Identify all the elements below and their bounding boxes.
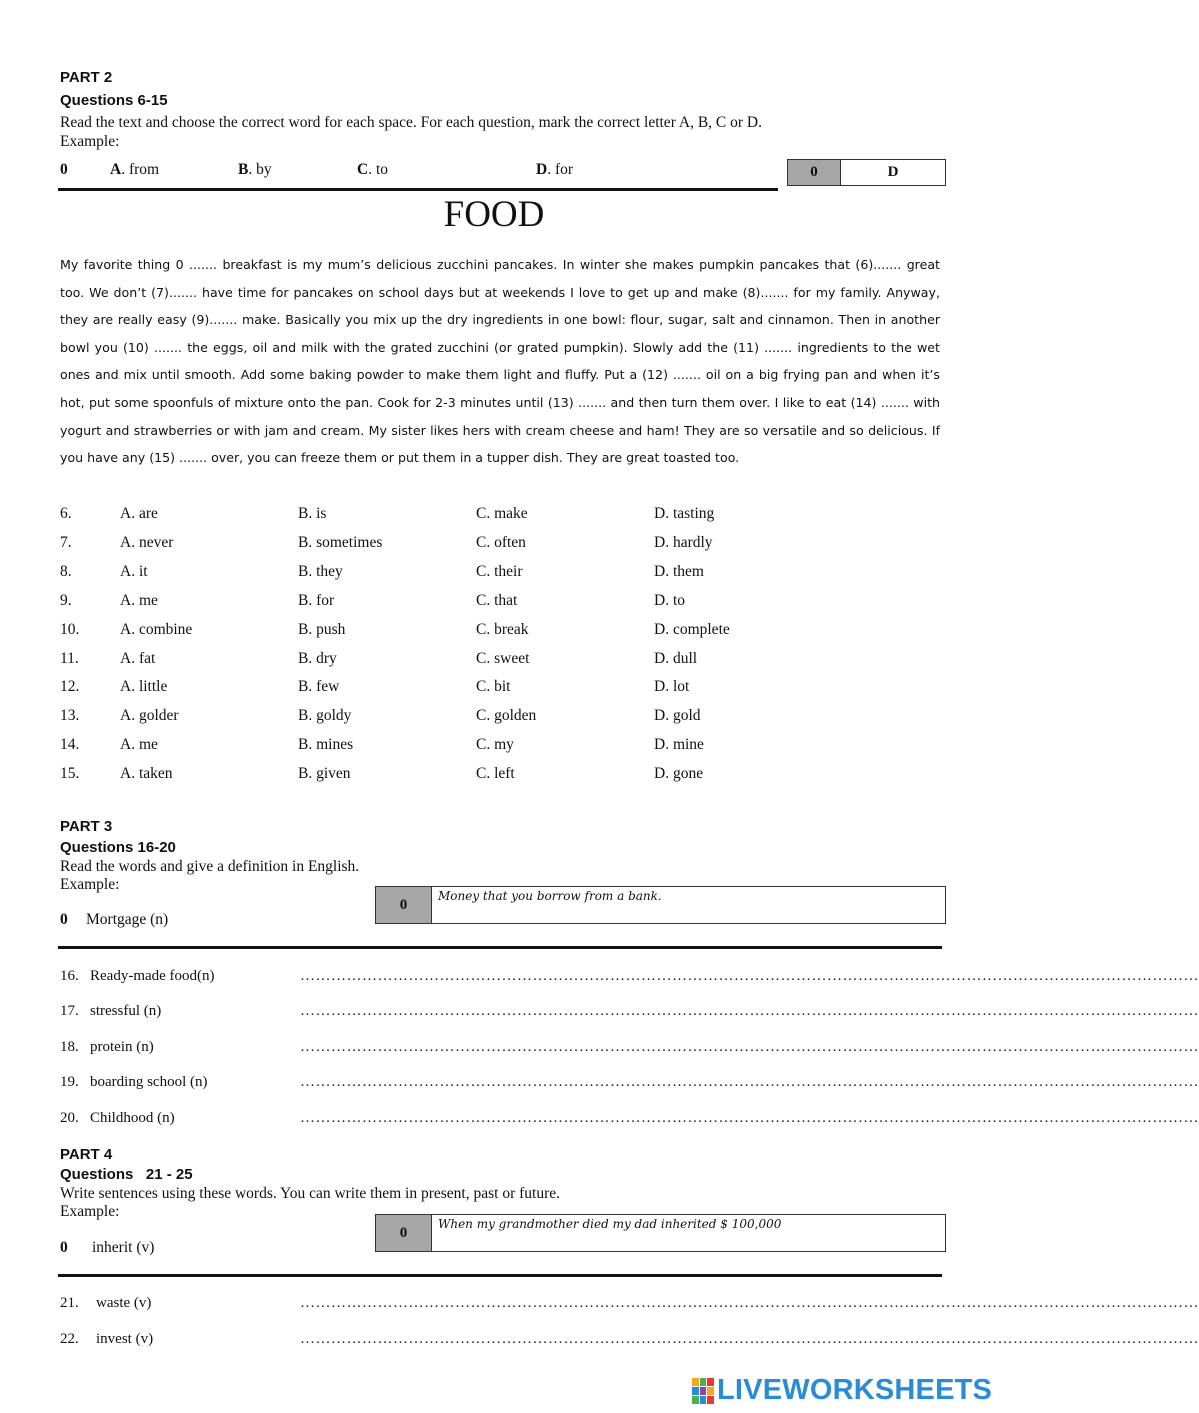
part4-example-label: Example:	[60, 1203, 120, 1220]
part3-example-box	[375, 886, 946, 924]
item-number: 19.	[60, 1074, 79, 1091]
option-a[interactable]: A. are	[120, 505, 158, 522]
option-c[interactable]: C. my	[476, 736, 514, 754]
answer-row	[60, 1295, 1199, 1315]
answer-row	[60, 1109, 1199, 1130]
example-option-d: D. for	[536, 161, 574, 178]
option-c[interactable]: C. bit	[476, 678, 511, 696]
option-d[interactable]: D. them	[654, 562, 704, 580]
logo-tile	[692, 1396, 699, 1404]
logo-text: LIVEWORKSHEETS	[717, 1374, 993, 1406]
option-c[interactable]: C. their	[476, 562, 523, 580]
item-word: waste (v)	[96, 1295, 152, 1311]
part3-title: PART 3	[60, 818, 113, 835]
option-b[interactable]: B. for	[298, 591, 335, 609]
question-number: 8.	[60, 562, 72, 580]
option-d[interactable]: D. gone	[654, 765, 704, 783]
option-b[interactable]: B. they	[298, 562, 343, 580]
part3-example-label: Example:	[60, 876, 120, 893]
logo-tile	[700, 1387, 707, 1395]
item-number: 20.	[60, 1109, 79, 1126]
logo-tile	[692, 1378, 699, 1386]
divider-line	[58, 188, 778, 191]
option-d[interactable]: D. lot	[654, 678, 690, 696]
part3-box-answer: Money that you borrow from a bank.	[438, 889, 662, 903]
question-row	[60, 592, 860, 621]
logo-tile	[707, 1396, 714, 1404]
part2-example-label: Example:	[60, 133, 120, 150]
question-number: 7.	[60, 533, 72, 551]
item-word: boarding school (n)	[90, 1074, 208, 1091]
option-c[interactable]: C. sweet	[476, 649, 530, 667]
option-d[interactable]: D. complete	[654, 620, 730, 638]
option-a[interactable]: A. me	[120, 591, 158, 609]
question-number: 9.	[60, 591, 72, 609]
part3-instruction: Read the words and give a definition in English.	[60, 858, 360, 875]
option-c[interactable]: C. left	[476, 765, 515, 783]
option-a[interactable]: A. little	[120, 678, 168, 696]
option-b[interactable]: B. few	[298, 678, 340, 696]
option-a[interactable]: A. me	[120, 736, 158, 754]
part3-example-number: 0	[60, 911, 68, 928]
part4-instruction: Write sentences using these words. You can write them in present, past or future.	[60, 1185, 560, 1202]
example-option-c: C. to	[357, 161, 389, 178]
answer-line[interactable]: …………………………………………………………………………………………………………………………………………………………	[300, 1074, 1199, 1091]
item-number: 22.	[60, 1330, 79, 1347]
part4-questions: Questions 21 - 25	[60, 1166, 193, 1183]
example-answer-box	[787, 159, 946, 186]
question-row	[60, 765, 860, 794]
example-option-a: A. from	[110, 161, 160, 178]
answer-box-letter: D	[887, 164, 899, 180]
question-number: 13.	[60, 707, 80, 725]
item-word: protein (n)	[90, 1038, 154, 1055]
option-d[interactable]: D. to	[654, 591, 685, 609]
logo-tile	[707, 1378, 714, 1386]
answer-row	[60, 1330, 1199, 1351]
part2-instruction: Read the text and choose the correct word for each space. For each question, mark the correct letter A, B, C or D.	[60, 114, 762, 131]
logo-tile	[700, 1378, 707, 1386]
question-row	[60, 707, 860, 736]
text-heading: FOOD	[443, 194, 545, 235]
option-b[interactable]: B. given	[298, 765, 351, 783]
option-d[interactable]: D. mine	[654, 736, 704, 754]
logo-icon	[692, 1378, 714, 1404]
part4-box-number: 0	[376, 1215, 432, 1251]
reading-passage: My favorite thing 0 ....... breakfast is my mum’s delicious zucchini pancakes. In winter she makes pumpkin pancakes that (6)....... great too. We don’t (7)....... have time for pancakes on school days but at weekends I love to get up and make (8)....... for my family. Anyway, they are really easy (9)....... make. Basically you mix up the dry ingredients in one bowl: flour, sugar, salt and cinnamon. Then in another bowl you (10) ....... the eggs, oil and milk with the grated zucchini (or grated pumpkin). Slowly add the (11) ....... ingredients to the wet ones and mix until smooth. Add some baking powder to make them light and fluffy. Put a (12) ....... oil on a big frying pan and when it’s hot, put some spoonfuls of mixture onto the pan. Cook for 2-3 minutes until (13) ....... and then turn them over. I like to eat (14) ....... with yogurt and strawberries or with jam and cream. My sister likes hers with cream cheese and ham! They are so versatile and so delicious. If you have any (15) ....... over, you can freeze them or put them in a tupper dish. They are great toasted too.	[60, 257, 940, 466]
question-number: 12.	[60, 678, 80, 696]
question-number: 6.	[60, 505, 72, 522]
item-number: 18.	[60, 1038, 79, 1055]
item-word: Ready-made food(n)	[90, 968, 215, 984]
item-number: 16.	[60, 968, 79, 984]
part3-box-number: 0	[376, 887, 432, 923]
option-d[interactable]: D. tasting	[654, 505, 715, 522]
example-option-b: B. by	[238, 161, 272, 178]
part4-example-number: 0	[60, 1239, 68, 1256]
option-b[interactable]: B. dry	[298, 649, 337, 667]
part2-title: PART 2	[60, 69, 113, 86]
question-row	[60, 563, 860, 592]
option-c[interactable]: C. break	[476, 620, 529, 638]
option-d[interactable]: D. dull	[654, 649, 698, 667]
option-a[interactable]: A. it	[120, 562, 148, 580]
option-a[interactable]: A. fat	[120, 649, 156, 667]
question-number: 11.	[60, 649, 79, 667]
question-number: 10.	[60, 620, 80, 638]
example-number: 0	[60, 161, 68, 178]
part3-example-word: Mortgage (n)	[86, 911, 169, 928]
item-word: stressful (n)	[90, 1003, 162, 1020]
part4-divider	[58, 1274, 942, 1277]
answer-line[interactable]: …………………………………………………………………………………………………………………………………………………………	[300, 1109, 1199, 1126]
option-d[interactable]: D. gold	[654, 707, 701, 725]
part4-example-word: inherit (v)	[92, 1239, 155, 1256]
option-a[interactable]: A. combine	[120, 620, 193, 638]
part3-divider	[58, 946, 942, 949]
part3-questions: Questions 16-20	[60, 839, 176, 856]
question-row	[60, 650, 860, 679]
question-number: 14.	[60, 736, 80, 754]
item-word: invest (v)	[96, 1330, 154, 1347]
question-row	[60, 534, 860, 563]
option-c[interactable]: C. that	[476, 591, 518, 609]
answer-row	[60, 1074, 1199, 1094]
option-b[interactable]: B. goldy	[298, 707, 352, 725]
answer-row	[60, 1003, 1199, 1023]
option-a[interactable]: A. taken	[120, 765, 173, 783]
option-b[interactable]: B. mines	[298, 736, 354, 754]
logo-tile	[692, 1387, 699, 1395]
part4-example-box	[375, 1214, 946, 1252]
question-row	[60, 621, 860, 650]
item-number: 17.	[60, 1003, 79, 1020]
answer-row	[60, 968, 1199, 988]
part4-box-answer: When my grandmother died my dad inherited $ 100,000	[438, 1217, 782, 1231]
question-row	[60, 505, 860, 534]
answer-line[interactable]: …………………………………………………………………………………………………………………………………………………………	[300, 1330, 1199, 1347]
option-a[interactable]: A. golder	[120, 707, 179, 725]
item-number: 21.	[60, 1295, 79, 1311]
item-word: Childhood (n)	[90, 1109, 175, 1126]
question-row	[60, 678, 860, 707]
question-number: 15.	[60, 765, 80, 783]
option-c[interactable]: C. make	[476, 505, 528, 522]
answer-line[interactable]: …………………………………………………………………………………………………………………………………………………………	[300, 1003, 1199, 1020]
question-row	[60, 736, 860, 765]
liveworksheets-logo	[692, 1374, 992, 1407]
option-b[interactable]: B. is	[298, 505, 327, 522]
part4-title: PART 4	[60, 1146, 113, 1163]
option-a[interactable]: A. never	[120, 533, 174, 551]
option-c[interactable]: C. golden	[476, 707, 537, 725]
answer-line[interactable]: …………………………………………………………………………………………………………………………………………………………	[300, 1038, 1199, 1055]
answer-line[interactable]: …………………………………………………………………………………………………………………………………………………………	[300, 968, 1199, 984]
logo-tile	[707, 1387, 714, 1395]
answer-box-number: 0	[788, 160, 841, 185]
option-d[interactable]: D. hardly	[654, 533, 713, 551]
option-b[interactable]: B. sometimes	[298, 533, 383, 551]
part2-questions: Questions 6-15	[60, 92, 168, 109]
answer-row	[60, 1038, 1199, 1059]
answer-line[interactable]: …………………………………………………………………………………………………………………………………………………………	[300, 1295, 1199, 1311]
option-b[interactable]: B. push	[298, 620, 346, 638]
logo-tile	[700, 1396, 707, 1404]
option-c[interactable]: C. often	[476, 533, 526, 551]
